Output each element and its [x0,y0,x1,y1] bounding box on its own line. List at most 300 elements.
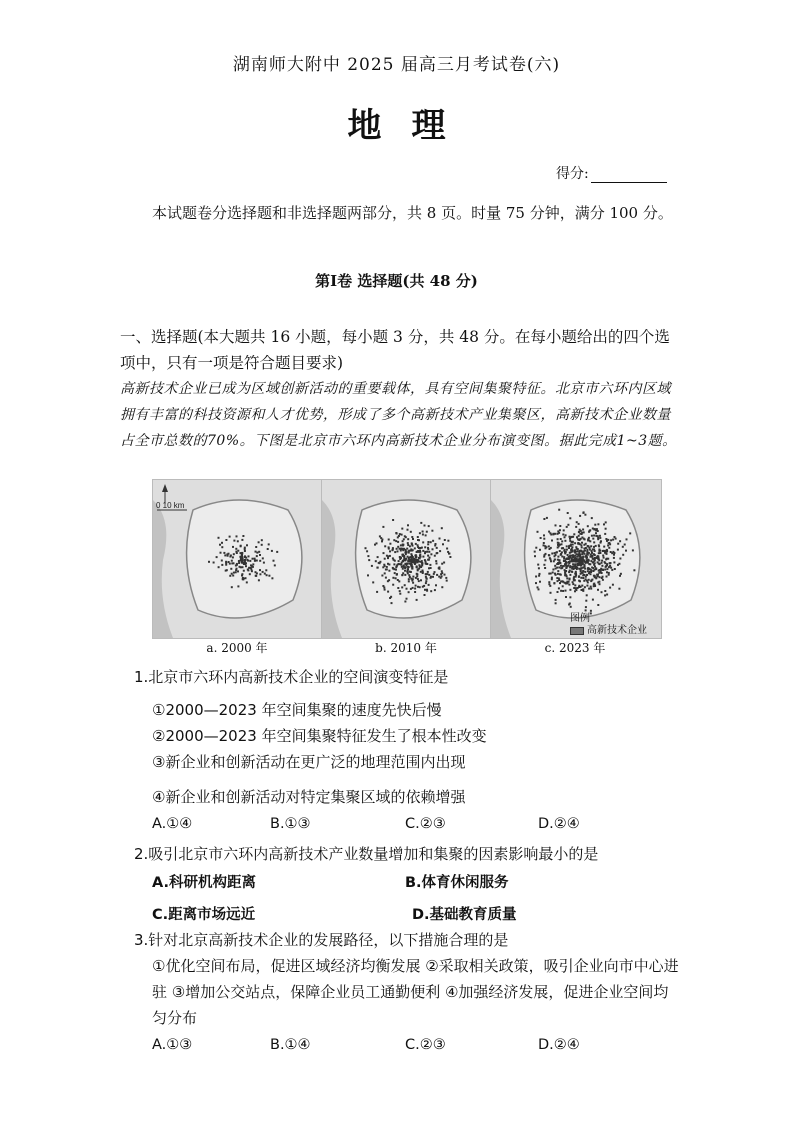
enterprise-mark [241,554,243,556]
enterprise-mark [419,550,421,552]
enterprise-symbol-icon [570,627,584,635]
enterprise-mark [408,550,410,552]
enterprise-mark [606,594,608,596]
legend-item-label: 高新技术企业 [587,625,647,636]
enterprise-mark [603,523,605,525]
question-2-option-d[interactable]: D.基础教育质量 [412,907,517,923]
enterprise-mark [422,541,424,543]
enterprise-mark [249,573,251,575]
enterprise-mark [399,548,401,550]
enterprise-mark [582,577,584,579]
enterprise-mark [600,540,602,542]
enterprise-mark [244,556,246,558]
enterprise-mark [428,525,430,527]
enterprise-mark [225,570,227,572]
enterprise-mark [429,557,431,559]
enterprise-mark [411,536,413,538]
enterprise-mark [249,560,251,562]
enterprise-mark [416,573,418,575]
question-3-option-c[interactable]: C.②③ [405,1037,446,1053]
enterprise-mark [424,589,426,591]
enterprise-mark [435,584,437,586]
enterprise-mark [558,567,560,569]
enterprise-mark [237,540,239,542]
enterprise-mark [555,552,557,554]
enterprise-mark [607,539,609,541]
enterprise-mark [401,528,403,530]
enterprise-mark [572,581,574,583]
enterprise-mark [575,574,577,576]
enterprise-mark [263,562,265,564]
enterprise-mark [538,567,540,569]
question-3-option-d[interactable]: D.②④ [538,1037,580,1053]
enterprise-mark [393,539,395,541]
enterprise-mark [402,568,404,570]
enterprise-mark [594,554,596,556]
enterprise-mark [625,550,627,552]
enterprise-mark [555,574,557,576]
enterprise-mark [601,562,603,564]
enterprise-mark [583,559,585,561]
enterprise-mark [408,580,410,582]
enterprise-mark [599,537,601,539]
enterprise-mark [402,549,404,551]
enterprise-mark [261,544,263,546]
enterprise-mark [402,540,404,542]
enterprise-mark [578,576,580,578]
enterprise-mark [392,584,394,586]
question-1-statement-2: ②2000—2023 年空间集聚特征发生了根本性改变 [152,727,487,745]
enterprise-mark [557,559,559,561]
enterprise-mark [576,556,578,558]
enterprise-mark [579,515,581,517]
enterprise-mark [606,564,608,566]
enterprise-mark [606,576,608,578]
score-field [556,163,667,183]
enterprise-mark [571,548,573,550]
enterprise-mark [604,594,606,596]
enterprise-mark [559,550,561,552]
enterprise-mark [231,573,233,575]
enterprise-mark [259,554,261,556]
enterprise-mark [576,521,578,523]
question-2-option-a[interactable]: A.科研机构距离 [152,875,256,891]
enterprise-mark [544,559,546,561]
enterprise-mark [414,588,416,590]
enterprise-mark [432,540,434,542]
enterprise-mark [601,591,603,593]
question-2-option-c[interactable]: C.距离市场远近 [152,907,256,923]
enterprise-mark [371,565,373,567]
question-2-option-b[interactable]: B.体育休闲服务 [405,875,509,891]
enterprise-mark [572,563,574,565]
enterprise-mark [244,550,246,552]
enterprise-mark [594,562,596,564]
enterprise-mark [554,552,556,554]
enterprise-mark [560,581,562,583]
enterprise-mark [559,573,561,575]
enterprise-mark [221,564,223,566]
enterprise-mark [581,542,583,544]
enterprise-mark [588,537,590,539]
question-1-stem: 1.北京市六环内高新技术企业的空间演变特征是 [134,668,449,686]
enterprise-mark [229,575,231,577]
enterprise-mark [605,558,607,560]
enterprise-mark [406,563,408,565]
enterprise-mark [564,549,566,551]
enterprise-mark [229,536,231,538]
enterprise-mark [582,590,584,592]
enterprise-mark [418,564,420,566]
enterprise-mark [560,538,562,540]
enterprise-mark [564,569,566,571]
enterprise-mark [407,544,409,546]
enterprise-mark [574,542,576,544]
enterprise-mark [252,566,254,568]
enterprise-mark [565,590,567,592]
enterprise-mark [417,546,419,548]
enterprise-mark [558,587,560,589]
enterprise-mark [595,567,597,569]
enterprise-mark [610,562,612,564]
enterprise-mark [401,534,403,536]
enterprise-mark [588,579,590,581]
enterprise-mark [550,560,552,562]
enterprise-mark [566,565,568,567]
enterprise-mark [250,567,252,569]
enterprise-mark [416,566,418,568]
enterprise-mark [576,560,578,562]
enterprise-mark [420,579,422,581]
enterprise-mark [208,561,210,563]
enterprise-mark [221,560,223,562]
enterprise-mark [599,583,601,585]
enterprise-mark [427,547,429,549]
enterprise-mark [591,517,593,519]
enterprise-mark [235,569,237,571]
section-instructions: 一、选择题(本大题共 16 小题，每小题 3 分，共 48 分。在每小题给出的四个选项中，只有一项是符合题目要求) [120,328,670,372]
enterprise-mark [381,539,383,541]
enterprise-mark [376,591,378,593]
enterprise-mark [586,574,588,576]
enterprise-mark [425,534,427,536]
enterprise-mark [576,568,578,570]
enterprise-mark [427,543,429,545]
question-3-option-b[interactable]: B.①④ [270,1037,311,1053]
enterprise-mark [544,554,546,556]
enterprise-mark [397,550,399,552]
enterprise-mark [578,543,580,545]
enterprise-mark [565,558,567,560]
enterprise-mark [384,558,386,560]
enterprise-mark [619,558,621,560]
enterprise-mark [419,554,421,556]
enterprise-mark [395,566,397,568]
enterprise-mark [393,563,395,565]
enterprise-mark [597,575,599,577]
enterprise-mark [557,591,559,593]
enterprise-mark [590,588,592,590]
enterprise-mark [395,540,397,542]
question-1-option-a[interactable]: A.①④ [152,816,193,832]
enterprise-mark [428,574,430,576]
enterprise-mark [389,550,391,552]
legend-title: 图例 [570,613,590,624]
enterprise-mark [574,551,576,553]
enterprise-mark [262,571,264,573]
enterprise-mark [549,557,551,559]
enterprise-mark [553,560,555,562]
enterprise-mark [397,579,399,581]
enterprise-mark [420,556,422,558]
enterprise-mark [271,577,273,579]
enterprise-mark [388,579,390,581]
enterprise-mark [544,567,546,569]
map-scale-label: 0 10 km [156,501,185,510]
enterprise-mark [384,572,386,574]
enterprise-mark [584,550,586,552]
enterprise-mark [570,544,572,546]
enterprise-mark [266,574,268,576]
enterprise-mark [436,574,438,576]
enterprise-mark [565,565,567,567]
enterprise-mark [619,575,621,577]
enterprise-mark [229,563,231,565]
enterprise-mark [569,517,571,519]
enterprise-mark [560,590,562,592]
enterprise-mark [597,581,599,583]
enterprise-mark [416,575,418,577]
enterprise-mark [392,547,394,549]
enterprise-mark [420,561,422,563]
enterprise-mark [430,590,432,592]
enterprise-mark [423,585,425,587]
enterprise-mark [567,524,569,526]
enterprise-mark [245,565,247,567]
map-caption-2000: a. 2000 年 [206,641,268,655]
enterprise-mark [597,561,599,563]
enterprise-mark [579,580,581,582]
enterprise-mark [411,559,413,561]
enterprise-mark [552,533,554,535]
enterprise-mark [633,569,635,571]
enterprise-mark [599,535,601,537]
enterprise-mark [601,572,603,574]
enterprise-mark [436,563,438,565]
enterprise-mark [578,552,580,554]
enterprise-mark [564,572,566,574]
enterprise-mark [586,585,588,587]
enterprise-mark [406,588,408,590]
enterprise-mark [601,560,603,562]
enterprise-mark [566,581,568,583]
enterprise-mark [597,523,599,525]
enterprise-mark [583,531,585,533]
enterprise-mark [224,554,226,556]
enterprise-mark [366,550,368,552]
enterprise-mark [574,584,576,586]
enterprise-mark [248,555,250,557]
enterprise-mark [398,535,400,537]
enterprise-mark [593,575,595,577]
enterprise-mark [396,564,398,566]
enterprise-mark [424,594,426,596]
enterprise-mark [268,543,270,545]
enterprise-mark [601,565,603,567]
enterprise-mark [268,575,270,577]
enterprise-mark [565,596,567,598]
enterprise-mark [261,539,263,541]
enterprise-mark [419,532,421,534]
enterprise-mark [548,531,550,533]
enterprise-mark [560,565,562,567]
enterprise-mark [569,552,571,554]
enterprise-mark [587,581,589,583]
enterprise-mark [386,566,388,568]
enterprise-mark [428,559,430,561]
enterprise-mark [417,539,419,541]
enterprise-mark [252,563,254,565]
enterprise-mark [606,568,608,570]
enterprise-mark [581,589,583,591]
enterprise-mark [632,549,634,551]
enterprise-mark [388,539,390,541]
enterprise-mark [258,551,260,553]
enterprise-mark [415,556,417,558]
enterprise-mark [610,539,612,541]
enterprise-mark [399,593,401,595]
enterprise-mark [594,566,596,568]
enterprise-mark [238,560,240,562]
map-2000-graphic [153,480,323,638]
question-1-option-d[interactable]: D.②④ [538,816,580,832]
enterprise-mark [566,549,568,551]
enterprise-mark [406,571,408,573]
enterprise-mark [535,576,537,578]
enterprise-mark [229,556,231,558]
question-3-option-a[interactable]: A.①③ [152,1037,193,1053]
enterprise-mark [430,553,432,555]
subject-title: 地理 [347,106,476,146]
enterprise-mark [598,552,600,554]
enterprise-mark [422,570,424,572]
enterprise-mark [582,512,584,514]
enterprise-mark [439,538,441,540]
enterprise-mark [376,567,378,569]
enterprise-mark [597,535,599,537]
enterprise-mark [420,522,422,524]
enterprise-mark [577,587,579,589]
enterprise-mark [447,551,449,553]
enterprise-mark [391,602,393,604]
enterprise-mark [543,542,545,544]
enterprise-mark [587,559,589,561]
enterprise-mark [565,561,567,563]
question-1-option-b[interactable]: B.①③ [270,816,311,832]
enterprise-mark [575,571,577,573]
enterprise-mark [425,562,427,564]
enterprise-mark [578,585,580,587]
enterprise-mark [581,550,583,552]
enterprise-mark [591,567,593,569]
enterprise-mark [219,544,221,546]
enterprise-mark [612,584,614,586]
enterprise-mark [535,547,537,549]
enterprise-mark [436,547,438,549]
enterprise-mark [389,597,391,599]
enterprise-mark [404,574,406,576]
enterprise-mark [417,544,419,546]
enterprise-mark [415,561,417,563]
map-caption-2010: b. 2010 年 [375,641,437,655]
enterprise-mark [401,566,403,568]
enterprise-mark [569,596,571,598]
enterprise-mark [417,568,419,570]
enterprise-mark [395,532,397,534]
enterprise-mark [555,602,557,604]
enterprise-mark [425,573,427,575]
enterprise-mark [574,565,576,567]
enterprise-mark [610,567,612,569]
enterprise-mark [617,549,619,551]
enterprise-mark [441,563,443,565]
enterprise-mark [604,590,606,592]
enterprise-mark [395,577,397,579]
enterprise-mark [566,526,568,528]
enterprise-mark [235,571,237,573]
enterprise-mark [581,585,583,587]
enterprise-mark [611,569,613,571]
enterprise-mark [393,559,395,561]
enterprise-mark [429,564,431,566]
enterprise-mark [589,563,591,565]
enterprise-mark [367,555,369,557]
enterprise-mark [598,572,600,574]
enterprise-mark [602,579,604,581]
enterprise-mark [590,610,592,612]
enterprise-mark [575,588,577,590]
enterprise-mark [382,526,384,528]
enterprise-mark [564,551,566,553]
enterprise-mark [612,539,614,541]
enterprise-mark [447,540,449,542]
enterprise-mark [567,558,569,560]
question-1-option-c[interactable]: C.②③ [405,816,446,832]
enterprise-mark [564,540,566,542]
enterprise-mark [539,581,541,583]
enterprise-mark [622,554,624,556]
enterprise-mark [402,572,404,574]
enterprise-mark [237,585,239,587]
enterprise-mark [231,560,233,562]
enterprise-mark [394,572,396,574]
enterprise-mark [569,574,571,576]
enterprise-mark [241,539,243,541]
enterprise-mark [411,564,413,566]
enterprise-mark [610,551,612,553]
enterprise-mark [606,550,608,552]
enterprise-mark [597,589,599,591]
enterprise-mark [406,598,408,600]
enterprise-mark [601,577,603,579]
enterprise-mark [232,575,234,577]
enterprise-mark [585,609,587,611]
enterprise-mark [412,587,414,589]
enterprise-mark [539,573,541,575]
enterprise-mark [404,584,406,586]
enterprise-mark [403,538,405,540]
enterprise-mark [576,536,578,538]
